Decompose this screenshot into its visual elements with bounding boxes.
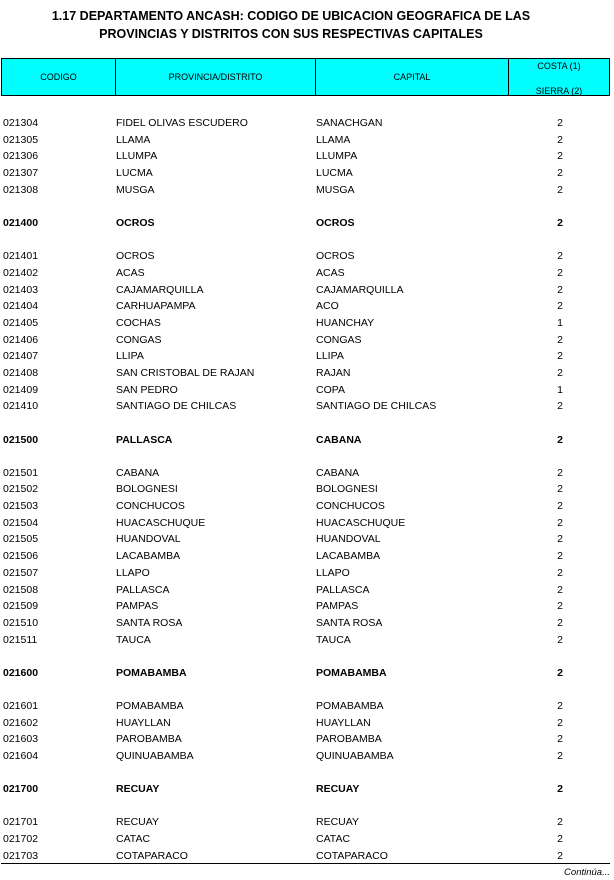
header-zone [509,59,609,95]
row-code: 021407 [3,350,39,363]
row-capital: OCROS [316,250,355,263]
row-zone: 2 [557,167,563,180]
row-name: PALLASCA [116,433,173,446]
row-code: 021510 [3,616,39,629]
row-zone: 2 [557,533,563,546]
row-zone: 2 [557,483,563,496]
row-code: 021307 [3,167,39,180]
row-code: 021402 [3,266,39,279]
table-row [0,814,614,831]
row-name: CONCHUCOS [116,500,185,513]
table-row [0,731,614,748]
continua-note: Continúa... [564,867,610,878]
row-name: CATAC [116,833,151,846]
row-name: CARHUAPAMPA [116,300,196,313]
table-row [0,465,614,482]
table-row [0,182,614,199]
row-code: 021404 [3,300,39,313]
row-name: LLIPA [116,350,144,363]
row-code: 021603 [3,733,39,746]
row-capital: CABANA [316,466,360,479]
row-code: 021509 [3,600,39,613]
row-name: CAJAMARQUILLA [116,283,204,296]
row-zone: 2 [557,150,563,163]
row-zone: 1 [557,383,563,396]
row-zone: 2 [557,333,563,346]
row-zone: 2 [557,783,563,796]
row-name: LACABAMBA [116,550,181,563]
row-zone: 2 [557,433,563,446]
row-code: 021503 [3,500,39,513]
row-capital: POMABAMBA [316,699,384,712]
table-row [0,715,614,732]
page-title [0,7,582,43]
table-row [0,548,614,565]
row-capital: LUCMA [316,167,353,180]
table-row [0,115,614,132]
row-zone: 2 [557,699,563,712]
row-zone: 2 [557,216,563,229]
row-capital: TAUCA [316,633,351,646]
row-zone: 2 [557,849,563,862]
row-name: LLAMA [116,133,151,146]
row-zone: 2 [557,183,563,196]
row-name: LLAPO [116,566,150,579]
row-capital: HUANDOVAL [316,533,381,546]
row-name: HUACASCHUQUE [116,516,206,529]
row-code: 021602 [3,716,39,729]
table-body [0,115,614,864]
row-capital: LLUMPA [316,150,358,163]
row-code: 021700 [3,783,39,796]
row-name: QUINUABAMBA [116,750,194,762]
header-capital: CAPITAL [316,59,509,95]
row-zone: 2 [557,500,563,513]
row-capital: ACO [316,300,339,313]
row-capital: COPA [316,383,345,396]
table-row [0,632,614,649]
row-name: PAROBAMBA [116,733,182,746]
row-capital: PALLASCA [316,583,370,596]
row-zone: 2 [557,733,563,746]
row-zone: 2 [557,366,563,379]
table-row [0,332,614,349]
province-row [0,781,614,798]
row-capital: RAJAN [316,366,351,379]
row-capital: HUACASCHUQUE [316,516,406,529]
row-code: 021505 [3,533,39,546]
row-name: SAN CRISTOBAL DE RAJAN [116,366,255,379]
row-code: 021702 [3,833,39,846]
row-zone: 2 [557,516,563,529]
row-name: COCHAS [116,316,161,329]
row-code: 021308 [3,183,39,196]
row-zone: 2 [557,400,563,413]
header-provincia-distrito: PROVINCIA/DISTRITO [116,59,316,95]
row-name: OCROS [116,250,155,263]
table-row [0,282,614,299]
row-capital: SANACHGAN [316,117,383,129]
row-code: 021305 [3,133,39,146]
table-row [0,565,614,582]
row-capital: LACABAMBA [316,550,381,563]
table-row [0,515,614,532]
row-zone: 2 [557,550,563,563]
title-line-1: 1.17 DEPARTAMENTO ANCASH: CODIGO DE UBICACION GEOGRAFICA DE LAS [51,9,531,23]
table-row [0,582,614,599]
table-row [0,148,614,165]
row-code: 021406 [3,333,39,346]
row-name: RECUAY [116,783,160,796]
row-code: 021408 [3,366,39,379]
row-code: 021506 [3,550,39,563]
row-capital: MUSGA [316,183,355,196]
row-zone: 2 [557,666,563,679]
row-code: 021403 [3,283,39,296]
row-code: 021400 [3,216,39,229]
row-capital: LLAPO [316,566,350,579]
table-row [0,248,614,265]
row-code: 021504 [3,516,39,529]
row-capital: PAROBAMBA [316,733,382,746]
row-code: 021508 [3,583,39,596]
row-zone: 2 [557,350,563,363]
row-code: 021601 [3,699,39,712]
table-row [0,598,614,615]
row-name: RECUAY [116,816,159,829]
row-name: POMABAMBA [116,666,187,679]
table-bottom-rule [1,863,610,864]
row-zone: 2 [557,833,563,846]
row-capital: RECUAY [316,783,360,796]
row-zone: 2 [557,616,563,629]
row-name: COTAPARACO [116,849,188,862]
row-name: HUAYLLAN [116,716,171,729]
row-zone: 2 [557,466,563,479]
row-code: 021500 [3,433,39,446]
header-codigo: CODIGO [2,59,116,95]
row-capital: ACAS [316,266,345,279]
row-name: PALLASCA [116,583,170,596]
row-capital: CONCHUCOS [316,500,385,513]
table-header [1,58,610,96]
row-capital: CAJAMARQUILLA [316,283,404,296]
row-code: 021502 [3,483,39,496]
row-capital: POMABAMBA [316,666,387,679]
row-capital: CONGAS [316,333,362,346]
table-row [0,848,614,865]
row-capital: SANTA ROSA [316,616,383,629]
province-row [0,215,614,232]
table-row [0,748,614,765]
row-name: POMABAMBA [116,699,184,712]
row-name: TAUCA [116,633,151,646]
row-zone: 2 [557,600,563,613]
province-row [0,665,614,682]
row-code: 021304 [3,117,39,129]
table-row [0,398,614,415]
row-capital: QUINUABAMBA [316,750,394,762]
table-row [0,531,614,548]
table-row [0,498,614,515]
row-name: PAMPAS [116,600,159,613]
row-capital: RECUAY [316,816,359,829]
table-row [0,315,614,332]
table-row [0,831,614,848]
row-zone: 2 [557,266,563,279]
row-zone: 2 [557,283,563,296]
table-row [0,165,614,182]
row-code: 021701 [3,816,39,829]
row-name: HUANDOVAL [116,533,181,546]
province-row [0,432,614,449]
row-code: 021600 [3,666,39,679]
row-code: 021604 [3,750,39,762]
row-zone: 2 [557,250,563,263]
row-name: MUSGA [116,183,155,196]
row-zone: 2 [557,583,563,596]
row-zone: 2 [557,716,563,729]
table-row [0,348,614,365]
row-code: 021405 [3,316,39,329]
row-zone: 2 [557,816,563,829]
row-code: 021410 [3,400,39,413]
header-costa: COSTA (1) [537,61,581,71]
row-capital: HUAYLLAN [316,716,371,729]
table-row [0,132,614,149]
row-name: SANTIAGO DE CHILCAS [116,400,237,413]
row-code: 021401 [3,250,39,263]
row-name: LLUMPA [116,150,158,163]
header-sierra: SIERRA (2) [535,86,583,96]
row-capital: LLIPA [316,350,344,363]
row-name: ACAS [116,266,145,279]
table-row [0,382,614,399]
row-zone: 2 [557,566,563,579]
row-capital: BOLOGNESI [316,483,378,496]
row-name: LUCMA [116,167,153,180]
row-capital: SANTIAGO DE CHILCAS [316,400,437,413]
table-row [0,265,614,282]
row-capital: OCROS [316,216,355,229]
table-row [0,481,614,498]
row-capital: LLAMA [316,133,351,146]
row-name: CABANA [116,466,160,479]
row-code: 021507 [3,566,39,579]
row-capital: PAMPAS [316,600,359,613]
row-name: SANTA ROSA [116,616,183,629]
row-capital: COTAPARACO [316,849,388,862]
row-zone: 2 [557,133,563,146]
row-zone: 1 [557,316,563,329]
row-zone: 2 [557,300,563,313]
row-capital: HUANCHAY [316,316,375,329]
table-row [0,298,614,315]
row-name: CONGAS [116,333,162,346]
row-zone: 2 [557,750,563,762]
row-name: OCROS [116,216,155,229]
row-code: 021306 [3,150,39,163]
row-code: 021703 [3,849,39,862]
table-row [0,698,614,715]
row-code: 021409 [3,383,39,396]
row-code: 021511 [3,633,38,646]
row-capital: CABANA [316,433,362,446]
row-name: FIDEL OLIVAS ESCUDERO [116,117,248,129]
row-zone: 2 [557,633,563,646]
row-name: SAN PEDRO [116,383,178,396]
row-capital: CATAC [316,833,351,846]
table-row [0,615,614,632]
row-name: BOLOGNESI [116,483,178,496]
row-zone: 2 [557,117,563,129]
row-code: 021501 [3,466,39,479]
table-row [0,365,614,382]
title-line-2: PROVINCIAS Y DISTRITOS CON SUS RESPECTIVAS CAPITALES [99,27,483,41]
